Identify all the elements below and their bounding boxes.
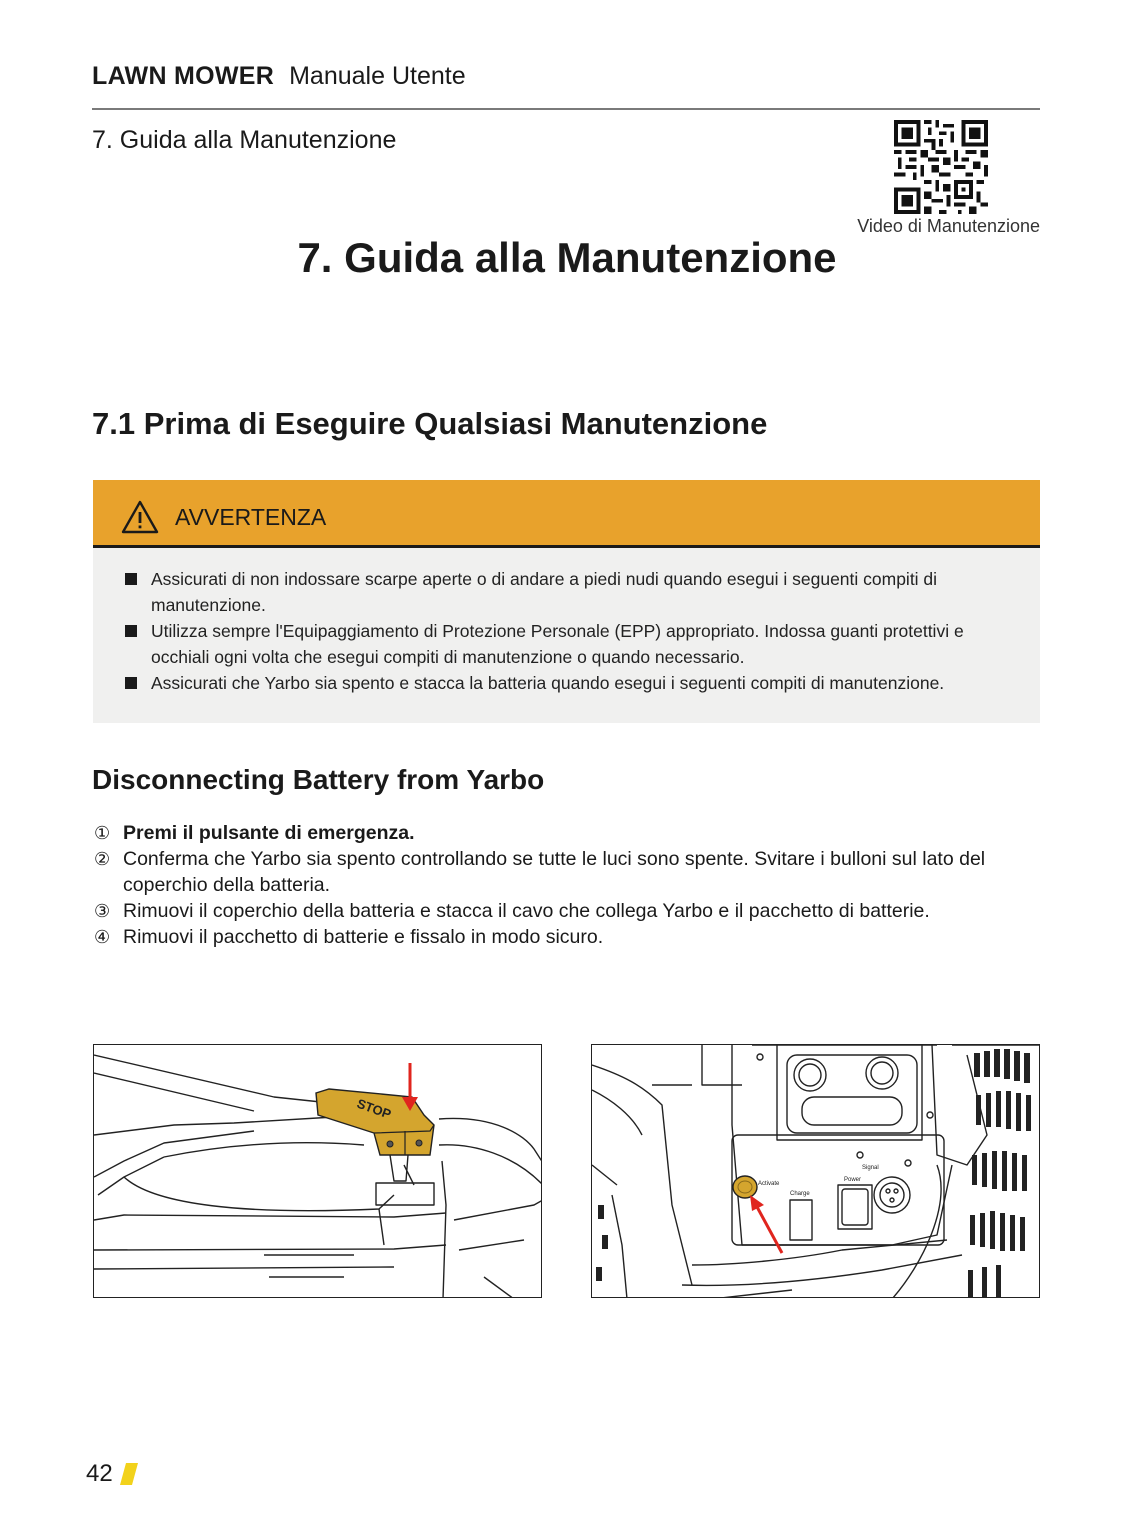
bullet-square-icon (125, 573, 137, 585)
figure-emergency-button (93, 1044, 542, 1298)
stop-label: STOP (354, 1095, 394, 1122)
warning-title: AVVERTENZA (175, 504, 327, 530)
warning-list (123, 566, 1023, 696)
warning-body (93, 548, 1040, 723)
steps-list (94, 820, 994, 950)
header-brand: LAWN MOWER (92, 62, 275, 90)
qr-code-icon[interactable] (894, 120, 988, 214)
page-accent-mark-icon (120, 1463, 138, 1485)
warning-header (93, 480, 1040, 548)
step-item (94, 924, 994, 950)
page-title: 7. Guida alla Manutenzione (297, 234, 837, 281)
running-header (92, 62, 466, 91)
step-item (94, 846, 994, 898)
step-number: ④ (94, 927, 111, 947)
bullet-square-icon (125, 677, 137, 689)
warning-item-text: Assicurati che Yarbo sia spento e stacca la batteria quando esegui i seguenti compiti di manutenzione. (151, 673, 945, 693)
warning-item (123, 618, 1023, 670)
warning-item (123, 566, 1023, 618)
section-label: 7. Guida alla Manutenzione (92, 126, 397, 154)
warning-item-text: Assicurati di non indossare scarpe aperte o di andare a piedi nudi quando esegui i seguenti compiti di manutenzione. (151, 569, 938, 615)
step-text: Rimuovi il pacchetto di batterie e fissalo in modo sicuro. (123, 926, 604, 948)
step-text: Conferma che Yarbo sia spento controllando se tutte le luci sono spente. Svitare i bulloni sul lato del coperchio della batteria. (123, 848, 986, 896)
warning-item (123, 670, 1023, 696)
panel-label-charge: Charge (790, 1191, 810, 1197)
step-number: ③ (94, 901, 111, 921)
qr-caption: Video di Manutenzione (857, 216, 1040, 236)
step-number: ② (94, 849, 111, 869)
header-subtitle: Manuale Utente (289, 62, 466, 90)
section-heading: 7.1 Prima di Eseguire Qualsiasi Manutenzione (92, 406, 768, 441)
step-text: Premi il pulsante di emergenza. (123, 822, 415, 844)
bullet-square-icon (125, 625, 137, 637)
figure-battery-panel (591, 1044, 1040, 1298)
step-text: Rimuovi il coperchio della batteria e stacca il cavo che collega Yarbo e il pacchetto di batterie. (123, 900, 930, 922)
panel-label-signal: Signal (862, 1165, 879, 1171)
header-divider (92, 108, 1040, 110)
subsection-heading: Disconnecting Battery from Yarbo (92, 764, 545, 795)
battery-panel-illustration (592, 1045, 1040, 1298)
warning-triangle-icon (121, 500, 159, 534)
page-number: 42 (86, 1460, 113, 1487)
warning-item-text: Utilizza sempre l'Equipaggiamento di Protezione Personale (EPP) appropriato. Indossa guanti protettivi e occhiali ogni volta che esegui compiti di manutenzione o quando necessario. (151, 621, 964, 667)
panel-label-activate: Activate (758, 1181, 780, 1187)
mower-top-illustration (94, 1045, 542, 1298)
panel-label-power: Power (844, 1177, 862, 1183)
power-button[interactable] (733, 1176, 757, 1198)
step-item (94, 898, 994, 924)
step-number: ① (94, 823, 111, 843)
step-item (94, 820, 994, 846)
